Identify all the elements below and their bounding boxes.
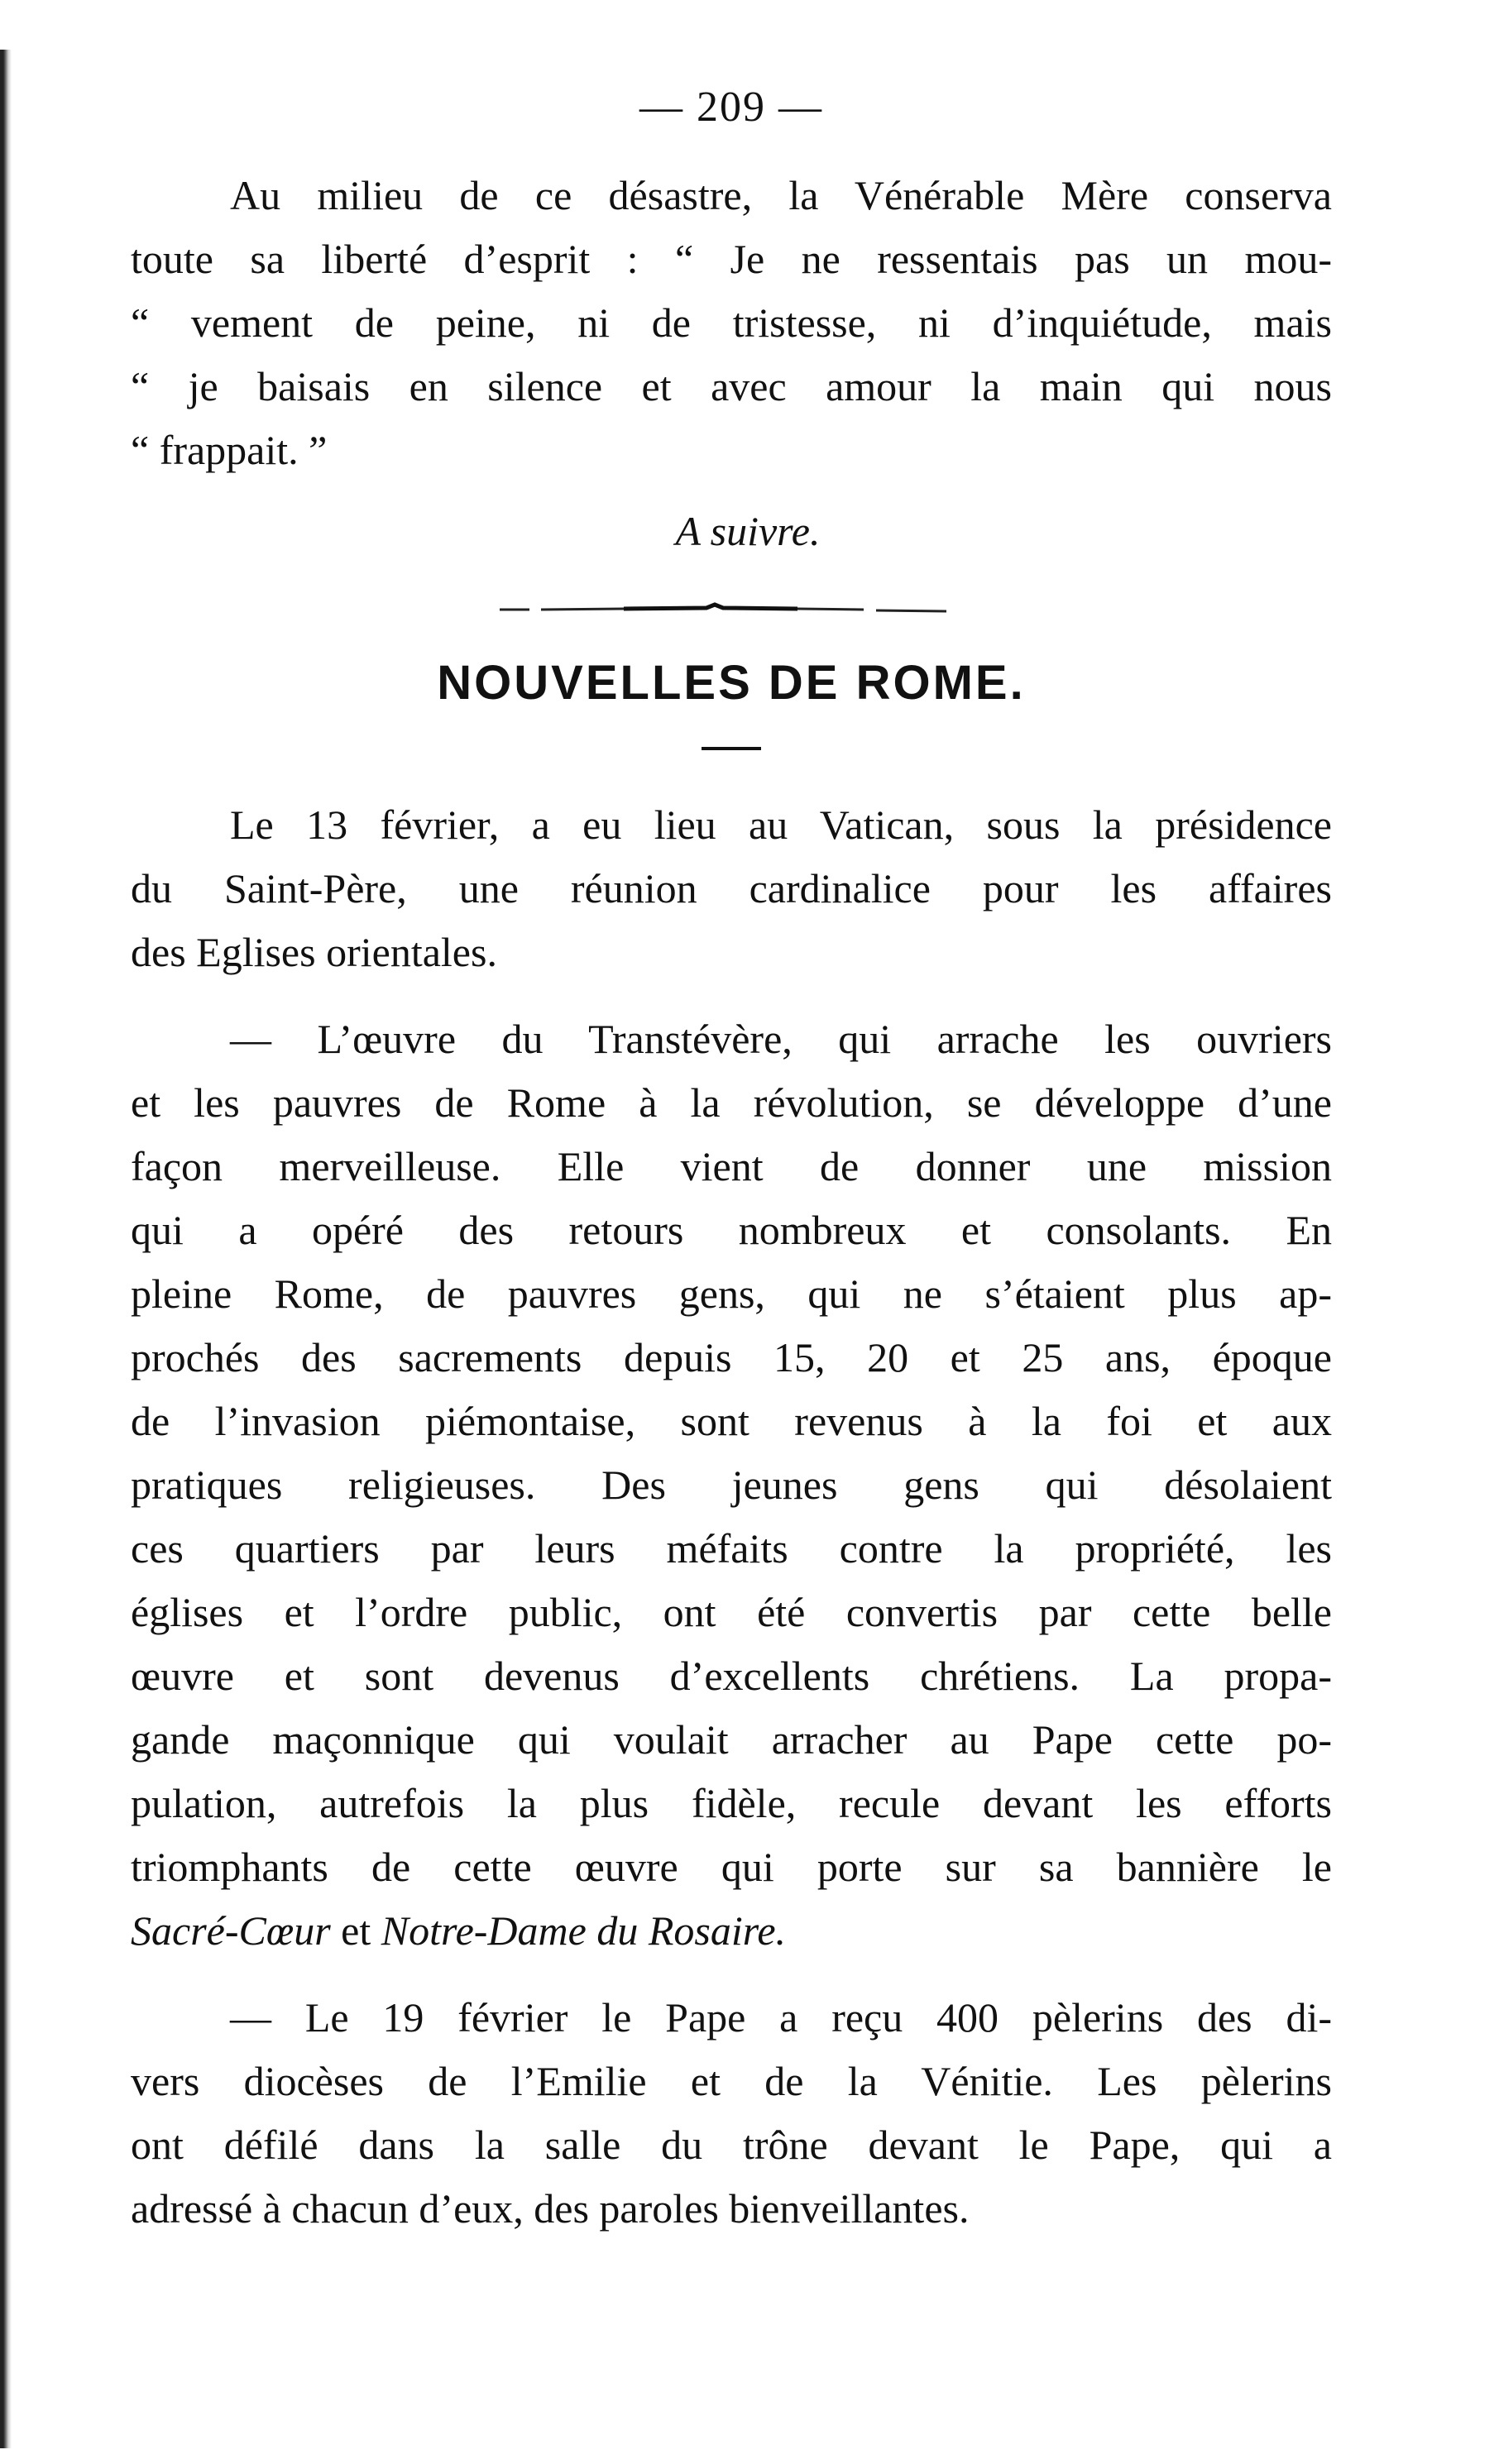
text-line: — Le 19 février le Pape a reçu 400 pèlerins des di- xyxy=(230,1994,1332,2041)
text-line: du Saint-Père, une réunion cardinalice pour les affaires xyxy=(131,865,1332,911)
text-line: pleine Rome, de pauvres gens, qui ne s’étaient plus ap- xyxy=(131,1270,1332,1317)
ornamental-divider xyxy=(500,591,963,624)
text-line: façon merveilleuse. Elle vient de donner une mission xyxy=(131,1143,1332,1189)
text-line: prochés des sacrements depuis 15, 20 et 25 ans, époque xyxy=(131,1334,1332,1380)
text-line-final xyxy=(131,1899,1332,1963)
text-line: Au milieu de ce désastre, la Vénérable Mère conserva xyxy=(230,172,1332,218)
italic-sacred-heart: Sacré-Cœur xyxy=(131,1907,331,1954)
text-line: de l’invasion piémontaise, sont revenus à la foi et aux xyxy=(131,1398,1332,1444)
paragraph-vatican-meeting xyxy=(131,793,1332,984)
ornamental-divider-icon xyxy=(500,591,963,624)
to-be-continued-note: A suivre. xyxy=(675,508,821,554)
text-block xyxy=(131,83,1332,2241)
italic-rosary: Notre-Dame du Rosaire. xyxy=(381,1907,787,1954)
text-line: vers diocèses de l’Emilie et de la Vénitie. Les pèlerins xyxy=(131,2058,1332,2104)
text-line: églises et l’ordre public, ont été convertis par cette belle xyxy=(131,1589,1332,1635)
text-line: qui a opéré des retours nombreux et consolants. En xyxy=(131,1207,1332,1253)
opening-paragraph xyxy=(131,164,1332,482)
text-line: adressé à chacun d’eux, des paroles bienveillantes. xyxy=(131,2185,970,2232)
text-line: toute sa liberté d’esprit : “ Je ne ressentais pas un mou- xyxy=(131,236,1332,282)
text-line: “ vement de peine, ni de tristesse, ni d’inquiétude, mais xyxy=(131,299,1332,346)
text-line: Le 13 février, a eu lieu au Vatican, sous la présidence xyxy=(230,801,1332,848)
paragraph-pilgrims xyxy=(131,1986,1332,2241)
short-divider-rule xyxy=(702,747,761,750)
connector-text: et xyxy=(330,1907,381,1954)
paragraph-transtevere xyxy=(131,1007,1332,1963)
text-line: pulation, autrefois la plus fidèle, recule devant les efforts xyxy=(131,1780,1332,1826)
text-line: œuvre et sont devenus d’excellents chrétiens. La propa- xyxy=(131,1653,1332,1699)
text-line: triomphants de cette œuvre qui porte sur sa bannière le xyxy=(131,1844,1332,1890)
text-line: gande maçonnique qui voulait arracher au Pape cette po- xyxy=(131,1716,1332,1763)
text-line: ces quartiers par leurs méfaits contre la propriété, les xyxy=(131,1525,1332,1572)
text-line: “ je baisais en silence et avec amour la main qui nous xyxy=(131,363,1332,409)
page-number: — 209 — xyxy=(639,84,823,131)
text-line: et les pauvres de Rome à la révolution, se développe d’une xyxy=(131,1079,1332,1126)
text-line: “ frappait. ” xyxy=(131,427,328,473)
text-line: ont défilé dans la salle du trône devant le Pape, qui a xyxy=(131,2122,1332,2168)
text-line: des Eglises orientales. xyxy=(131,929,497,975)
page-binding-edge xyxy=(0,50,12,2448)
section-title: NOUVELLES DE ROME. xyxy=(437,656,1026,710)
text-line: — L’œuvre du Transtévère, qui arrache les ouvriers xyxy=(230,1016,1332,1062)
text-line: pratiques religieuses. Des jeunes gens qui désolaient xyxy=(131,1462,1332,1508)
